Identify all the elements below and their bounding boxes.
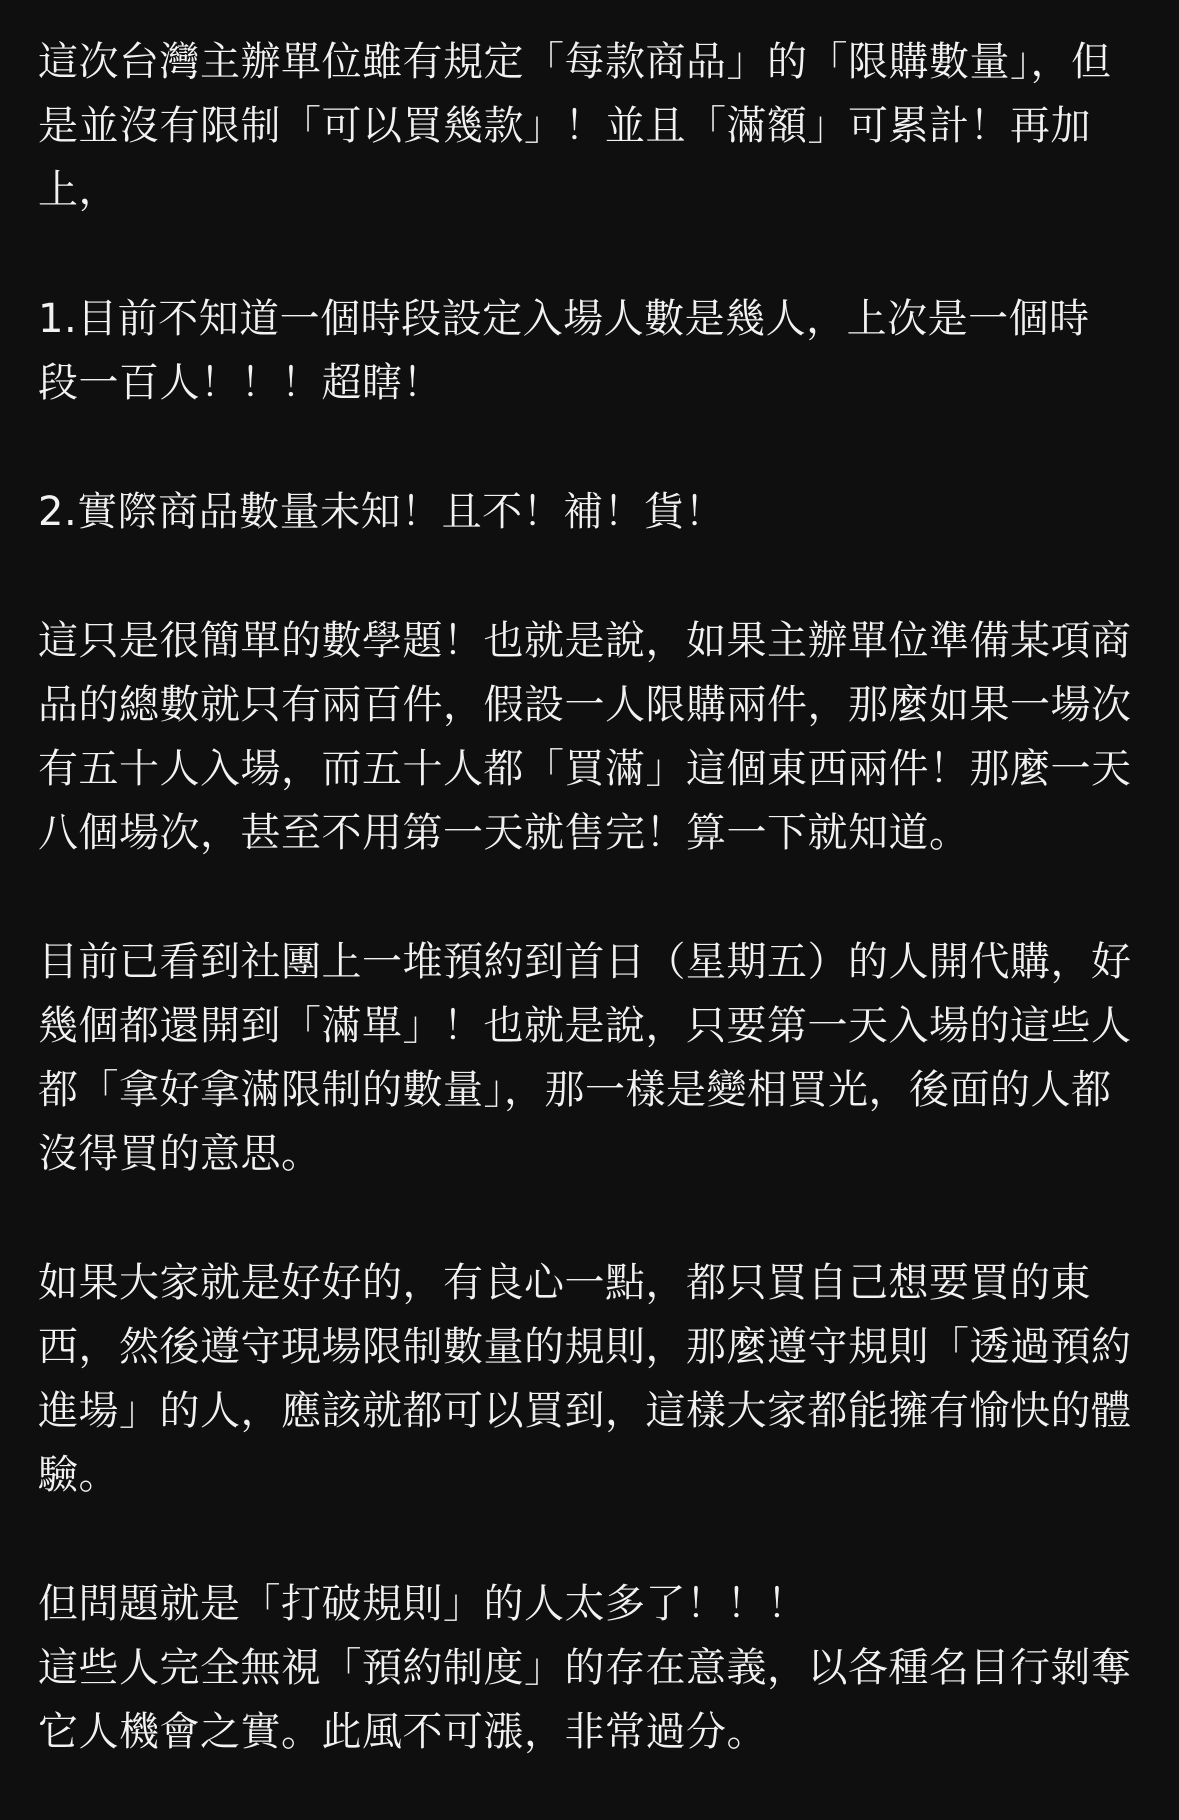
post-paragraph: 2.實際商品數量未知！且不！補！貨！: [38, 489, 726, 535]
post-paragraph: 但問題就是「打破規則」的人太多了！！！ 這些人完全無視「預約制度」的存在意義，以各種名目行剝奪它人機會之實。此風不可漲，非常過分。: [38, 1581, 1132, 1755]
post-paragraph: 目前已看到社團上一堆預約到首日（星期五）的人開代購，好幾個都還開到「滿單」！也就是說，只要第一天入場的這些人都「拿好拿滿限制的數量」，那一樣是變相買光，後面的人都沒得買的意思。: [38, 939, 1132, 1177]
post-paragraph: 1.目前不知道一個時段設定入場人數是幾人，上次是一個時段一百人！！！超瞎！: [38, 296, 1090, 406]
post-paragraph: 這次台灣主辦單位雖有規定「每款商品」的「限購數量」，但是並沒有限制「可以買幾款」！並且「滿額」可累計！再加上，: [38, 39, 1112, 213]
post-paragraph: 這只是很簡單的數學題！也就是說，如果主辦單位準備某項商品的總數就只有兩百件，假設一人限購兩件，那麼如果一場次有五十人入場，而五十人都「買滿」這個東西兩件！那麼一天八個場次，甚至不用第一天就售完！算一下就知道。: [38, 618, 1132, 856]
post-paragraph: 如果大家就是好好的，有良心一點，都只買自己想要買的東西，然後遵守現場限制數量的規則，那麼遵守規則「透過預約進場」的人，應該就都可以買到，這樣大家都能擁有愉快的體驗。: [38, 1260, 1132, 1498]
post-body: [38, 30, 1148, 1764]
